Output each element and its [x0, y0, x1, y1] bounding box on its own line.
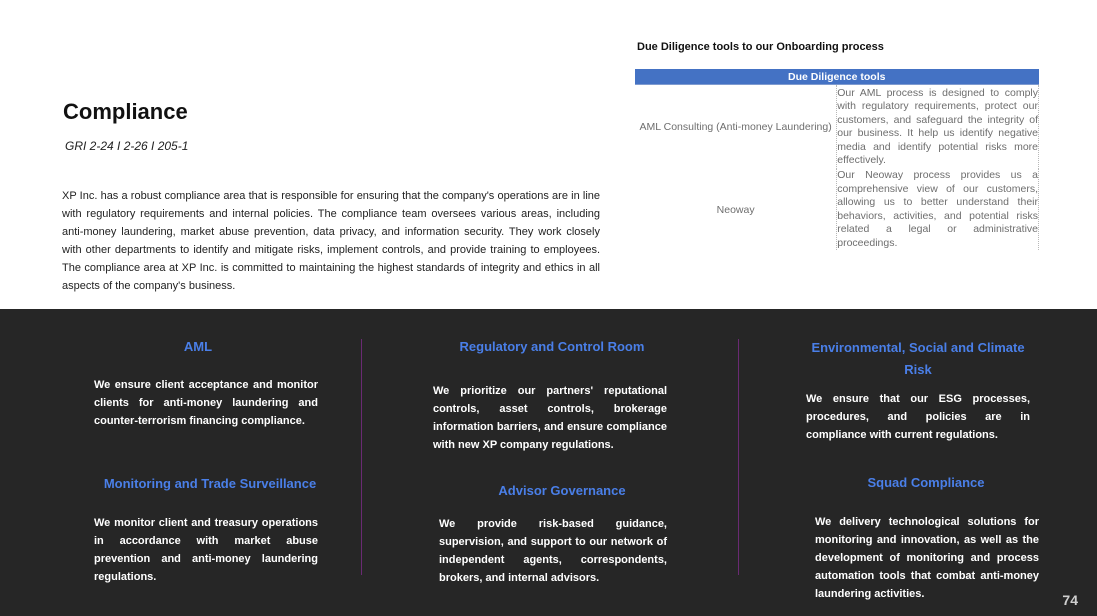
- regulatory-text: We prioritize our partners' reputational controls, asset controls, brokerage information barriers, and ensure compliance with new XP company regulations.: [433, 385, 667, 451]
- due-diligence-header: Due Diligence tools: [635, 69, 1039, 85]
- aml-heading: AML: [183, 339, 213, 354]
- esg-text: We ensure that our ESG processes, procedures, and policies are in compliance with current regulations.: [806, 393, 1030, 441]
- esg-heading: Environmental, Social and Climate Risk: [811, 340, 1025, 377]
- column-divider: [361, 339, 362, 575]
- squad-heading: Squad Compliance: [867, 475, 985, 490]
- due-diligence-table: [635, 69, 1039, 250]
- advisor-text: We provide risk-based guidance, supervision, and support to our network of independent agents, correspondents, brokers, and internal advisors.: [439, 518, 667, 584]
- squad-text: We delivery technological solutions for monitoring and innovation, as well as the development of monitoring and process automation tools that combat anti-money laundering activities.: [815, 516, 1039, 600]
- advisor-heading: Advisor Governance: [498, 483, 626, 498]
- aml-text: We ensure client acceptance and monitor clients for anti-money laundering and counter-terrorism financing compliance.: [94, 379, 318, 427]
- table-row: [635, 169, 1039, 250]
- regulatory-heading: Regulatory and Control Room: [459, 339, 645, 354]
- tool-description: Our Neoway process provides us a comprehensive view of our customers, allowing us to better understand their behaviors, activities, and potential risks related a legal or administrative proceedings.: [837, 169, 1038, 249]
- page-number: 74: [1062, 592, 1078, 608]
- page-title: Compliance: [63, 99, 188, 124]
- monitoring-text: We monitor client and treasury operations in accordance with market abuse prevention and anti-money laundering regulations.: [94, 517, 318, 583]
- intro-paragraph: XP Inc. has a robust compliance area that is responsible for ensuring that the company's operations are in line with regulatory requirements and internal policies. The compliance team oversees various areas, including anti-money laundering, market abuse prevention, data privacy, and information security. They work closely with other departments to identify and mitigate risks, implement controls, and provide training to employees. The compliance area at XP Inc. is committed to maintaining the highest standards of integrity and ethics in all aspects of the company's business.: [62, 190, 600, 292]
- tool-name: AML Consulting (Anti-money Laundering): [639, 121, 832, 133]
- tool-name: Neoway: [716, 203, 755, 216]
- gri-reference: GRI 2-24 I 2-26 I 205-1: [65, 139, 189, 153]
- column-divider: [738, 339, 739, 575]
- table-row: [635, 85, 1039, 170]
- tool-description: Our AML process is designed to comply with regulatory requirements, protect our customers, and safeguard the integrity of our business. It help us identify negative media and identify potential risks more effectively.: [837, 85, 1039, 170]
- compliance-areas-section: [0, 309, 1097, 616]
- due-diligence-title: Due Diligence tools to our Onboarding process: [637, 41, 884, 53]
- monitoring-heading: Monitoring and Trade Surveillance: [103, 476, 317, 491]
